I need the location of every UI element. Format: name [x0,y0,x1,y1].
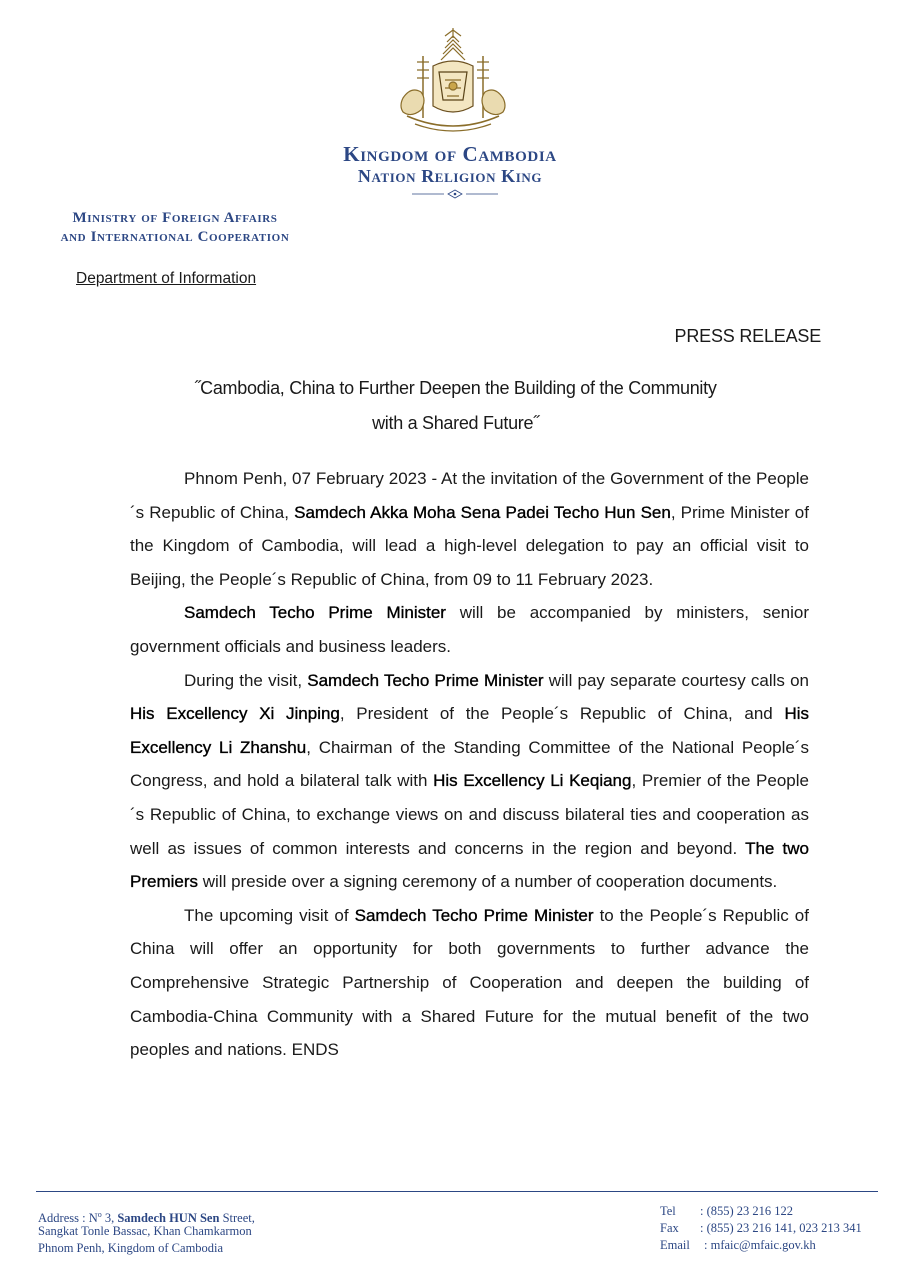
press-release-label: PRESS RELEASE [674,326,821,346]
body-paragraph [130,664,809,899]
emphasized-name: The two Premiers [130,838,809,892]
royal-arms-emblem [393,26,513,138]
body-text-run: Phnom Penh, 07 February 2023 - At the invitation of the Government of the People´s Republic of China, [130,469,809,522]
ornament-divider-icon [410,189,500,199]
emphasized-name: Samdech Techo Prime Minister [184,603,446,623]
body-text-run: During the visit, [184,670,308,690]
emphasized-name: Samdech Techo Prime Minister [307,670,544,690]
body-text-run: to the People´s Republic of China will offer an opportunity for both governments to further advance the Comprehensive Strategic Partnership of Cooperation and deepen the building of Cambodia-China Community with a Shared Future for the mutual benefit of the two peoples and nations. ENDS [130,905,809,1060]
body-text-run: , Prime Minister of the Kingdom of Cambodia, will lead a high-level delegation to pay an official visit to Beijing, the People´s Republic of China, from 09 to 11 February 2023. [130,502,809,589]
body-paragraph [130,899,809,1067]
footer-address-line3: Phnom Penh, Kingdom of Cambodia [38,1241,224,1255]
body-text-run: , Chairman of the Standing Committee of the National People´s Congress, and hold a bilateral talk with [130,737,809,791]
footer-address-line1: Address : $N^o$ 3, Samdech HUN Sen Street, [38,1210,255,1226]
ministry-name-line2: and International Cooperation [60,229,290,245]
body-paragraph [130,462,809,596]
emphasized-name: Samdech Techo Prime Minister [354,905,594,925]
body-text-run: , President of the People´s Republic of China, and [339,704,785,724]
ministry-name-line1: Ministry of Foreign Affairs [72,210,278,226]
footer-fax: Fax : (855) 23 216 141, 023 213 341 [660,1221,862,1235]
footer-address-line2: Sangkat Tonle Bassac, Khan Chamkarmon [38,1224,252,1238]
footer-email[interactable]: Email : mfaic@mfaic.gov.kh [660,1238,816,1252]
body-text-run: The upcoming visit of [184,905,355,925]
department-label: Department of Information [76,270,257,287]
emphasized-name: His Excellency Li Keqiang [433,771,632,791]
kingdom-name: Kingdom of Cambodia [343,142,557,166]
body-text-run: will pay separate courtesy calls on [543,670,809,690]
footer-tel: Tel : (855) 23 216 122 [660,1204,794,1218]
body-text-run: will preside over a signing ceremony of a number of cooperation documents. [198,872,778,892]
emphasized-name: Samdech Akka Moha Sena Padei Techo Hun Sen [294,502,671,522]
kingdom-motto: Nation Religion King [357,166,543,186]
emphasized-name: His Excellency Li Zhanshu [130,704,809,757]
footer-divider [36,1191,878,1192]
press-release-body [130,462,809,1067]
headline-line2: with a Shared Future˝ [372,413,539,433]
headline-line1: ˝Cambodia, China to Further Deepen the Building of the Community [194,378,717,398]
emphasized-name: His Excellency Xi Jinping [130,704,340,724]
body-text-run: will be accompanied by ministers, senior government officials and business leaders. [130,603,809,656]
body-paragraph [130,596,809,663]
body-text-run: , Premier of the People´s Republic of China, to exchange views on and discuss bilateral ties and cooperation as well as issues of common interests and concerns in the region and beyond. [130,771,809,858]
